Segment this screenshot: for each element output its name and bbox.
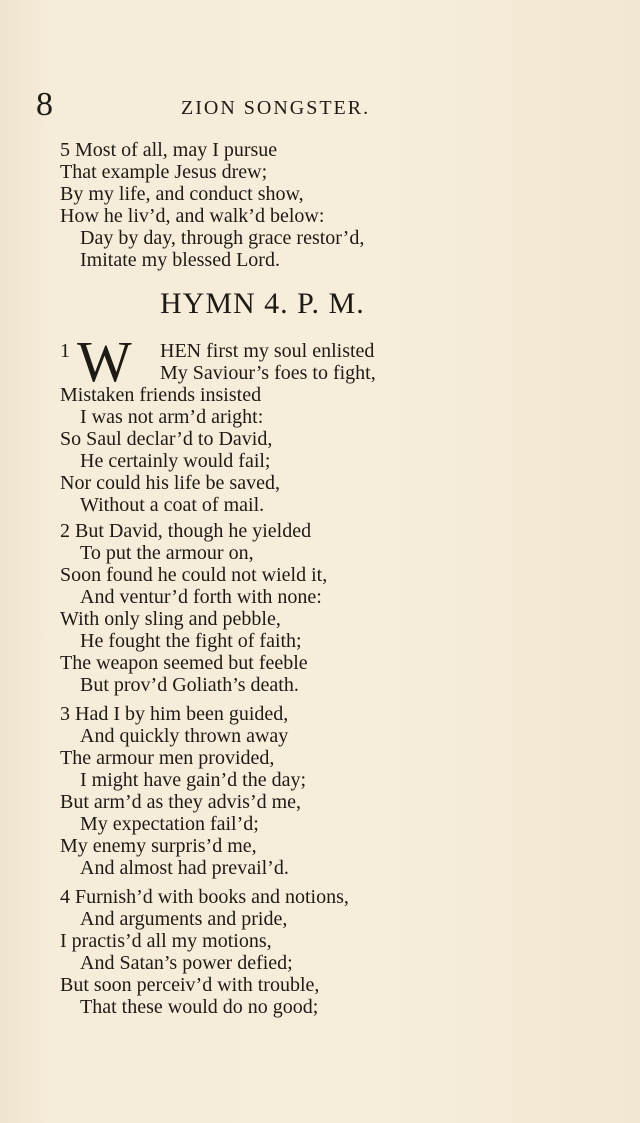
verse-line: 3 Had I by him been guided,: [60, 703, 289, 725]
drop-cap-letter: W: [77, 329, 132, 394]
stanza-prev-5: [60, 139, 480, 271]
verse-line: And quickly thrown away: [80, 725, 289, 747]
verse-line: 4 Furnish’d with books and notions,: [60, 886, 349, 908]
verse-line: And Satan’s power defied;: [80, 952, 293, 974]
verse-line: But arm’d as they advis’d me,: [60, 791, 302, 813]
stanza-3: [60, 703, 480, 879]
verse-line: And ventur’d forth with none:: [80, 586, 322, 608]
verse-line: I was not arm’d aright:: [80, 406, 264, 428]
verse-line: So Saul declar’d to David,: [60, 428, 273, 450]
stanza-number: 1: [60, 340, 70, 362]
verse-line: That example Jesus drew;: [60, 161, 268, 183]
stanza-4: [60, 886, 480, 1018]
verse-line: Mistaken friends insisted: [60, 384, 262, 406]
stanza-1: [60, 384, 480, 516]
verse-line: How he liv’d, and walk’d below:: [60, 205, 325, 227]
page-header: [36, 88, 416, 122]
verse-line: The weapon seemed but feeble: [60, 652, 308, 674]
verse-line: And arguments and pride,: [80, 908, 288, 930]
verse-line: The armour men provided,: [60, 747, 275, 769]
verse-line: Imitate my blessed Lord.: [80, 249, 280, 271]
verse-line: He fought the fight of faith;: [80, 630, 302, 652]
verse-line: But soon perceiv’d with trouble,: [60, 974, 320, 996]
verse-line: 5 Most of all, may I pursue: [60, 139, 278, 161]
verse-line: Soon found he could not wield it,: [60, 564, 328, 586]
verse-line: But prov’d Goliath’s death.: [80, 674, 299, 696]
verse-line: With only sling and pebble,: [60, 608, 281, 630]
verse-line: I practis’d all my motions,: [60, 930, 272, 952]
hymn-title: HYMN 4. P. M.: [160, 287, 365, 320]
verse-line: That these would do no good;: [80, 996, 319, 1018]
verse-line: By my life, and conduct show,: [60, 183, 304, 205]
verse-line: To put the armour on,: [80, 542, 254, 564]
page-number: 8: [36, 86, 53, 123]
verse-line: I might have gain’d the day;: [80, 769, 307, 791]
verse-line: Day by day, through grace restor’d,: [80, 227, 365, 249]
verse-line: My enemy surpris’d me,: [60, 835, 257, 857]
verse-line: HEN first my soul enlisted: [160, 340, 375, 362]
verse-line: Nor could his life be saved,: [60, 472, 280, 494]
verse-line: And almost had prevail’d.: [80, 857, 289, 879]
verse-line: He certainly would fail;: [80, 450, 271, 472]
verse-line: My Saviour’s foes to fight,: [160, 362, 376, 384]
verse-line: My expectation fail’d;: [80, 813, 259, 835]
verse-line: 2 But David, though he yielded: [60, 520, 312, 542]
stanza-2: [60, 520, 480, 696]
running-title: ZION SONGSTER.: [181, 97, 371, 119]
verse-line: Without a coat of mail.: [80, 494, 265, 516]
